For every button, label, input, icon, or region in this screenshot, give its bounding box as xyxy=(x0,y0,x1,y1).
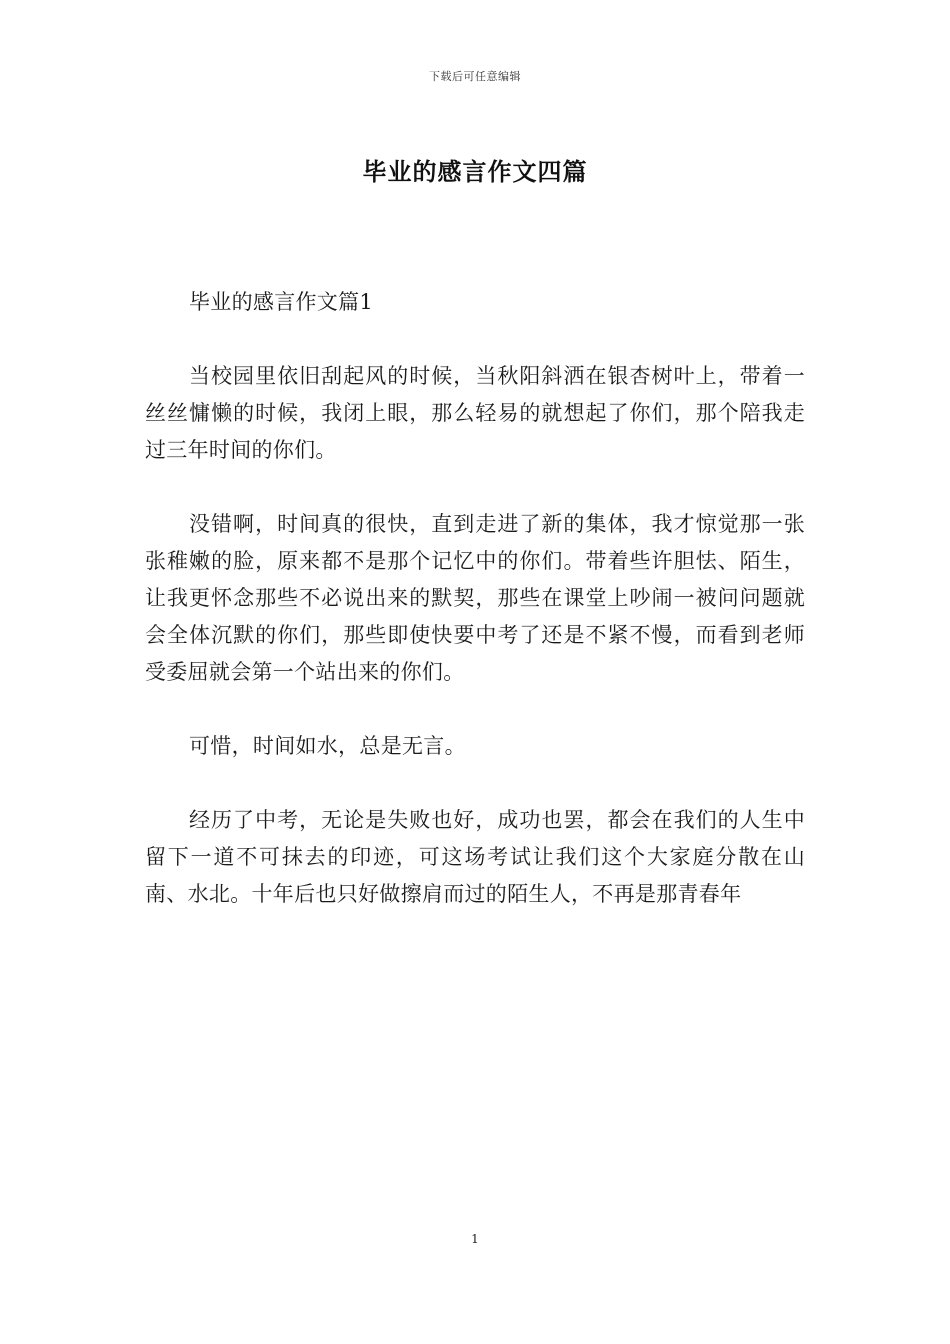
paragraph: 没错啊，时间真的很快，直到走进了新的集体，我才惊觉那一张张稚嫩的脸，原来都不是那个记忆中的你们。带着些许胆怯、陌生，让我更怀念那些不必说出来的默契，那些在课堂上吵闹一被问问题就会全体沉默的你们，那些即使快要中考了还是不紧不慢，而看到老师受委屈就会第一个站出来的你们。 xyxy=(145,512,805,684)
document-body xyxy=(145,284,805,950)
paragraph: 可惜，时间如水，总是无言。 xyxy=(189,734,466,758)
page-number: 1 xyxy=(471,1232,479,1246)
header-note: 下载后可任意编辑 xyxy=(429,70,521,83)
paragraph: 经历了中考，无论是失败也好，成功也罢，都会在我们的人生中留下一道不可抹去的印迹，可这场考试让我们这个大家庭分散在山南、水北。十年后也只好做擦肩而过的陌生人，不再是那青春年 xyxy=(145,808,805,906)
section-heading: 毕业的感言作文篇1 xyxy=(189,290,374,314)
document-title: 毕业的感言作文四篇 xyxy=(362,157,588,186)
paragraph: 当校园里依旧刮起风的时候，当秋阳斜洒在银杏树叶上，带着一丝丝慵懒的时候，我闭上眼，那么轻易的就想起了你们，那个陪我走过三年时间的你们。 xyxy=(145,364,805,462)
